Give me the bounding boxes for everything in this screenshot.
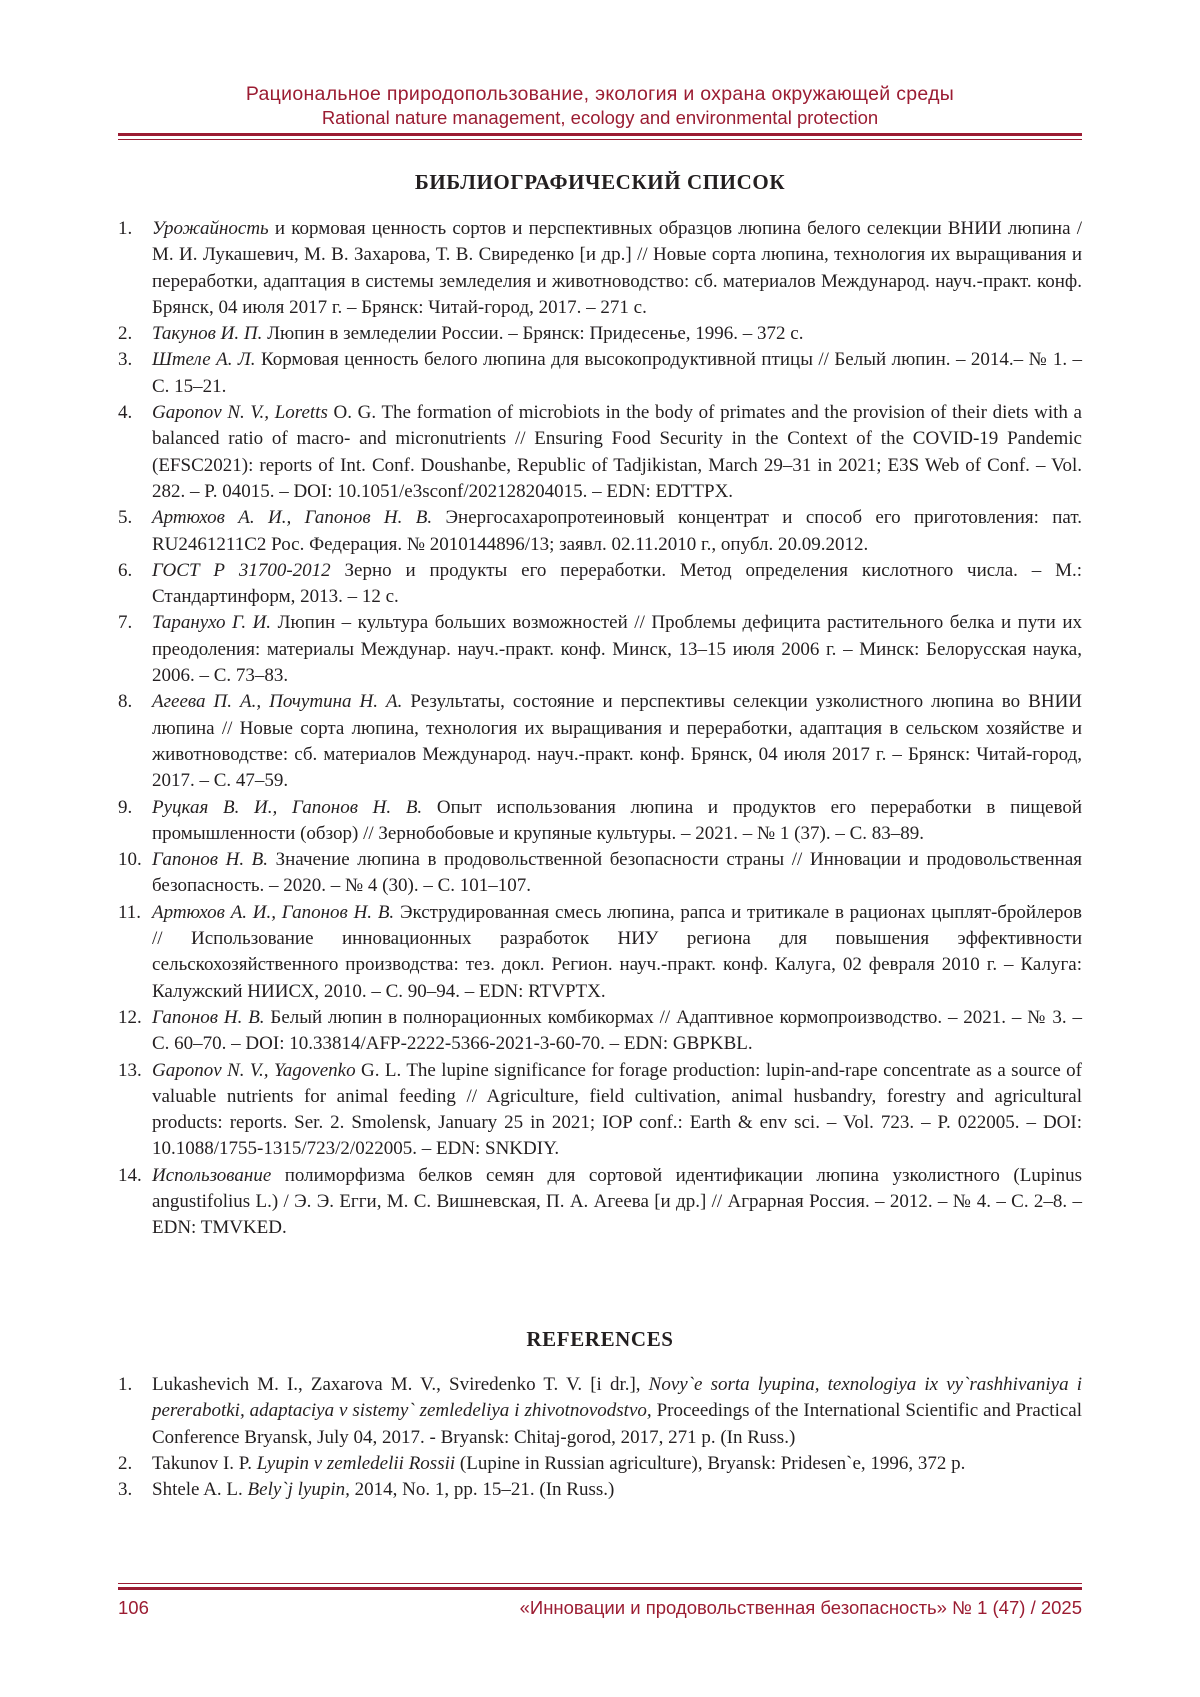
item-number: 7. <box>118 612 133 634</box>
bibliography-item <box>118 689 1082 794</box>
item-number: 3. <box>118 1479 133 1501</box>
bibliography-list <box>118 216 1082 1242</box>
item-author: Гапонов Н. В. <box>152 1006 265 1028</box>
reference-source: (Lupine in Russian agriculture), Bryansk: Pridesen`e, 1996, 372 p. <box>455 1452 966 1474</box>
item-number: 12. <box>118 1006 142 1028</box>
item-number: 10. <box>118 849 142 871</box>
item-number: 4. <box>118 402 133 424</box>
running-header <box>118 82 1082 130</box>
reference-authors: Shtele A. L. <box>152 1479 248 1501</box>
bibliography-item <box>118 558 1082 611</box>
item-author: Таранухо Г. И. <box>152 612 272 634</box>
reference-source: Proceedings of the International Scientific and Practical Conference Bryansk, July 04, 2017. - Bryansk: Chitaj-gorod, 2017, 271 p. (In Russ.) <box>152 1400 1082 1448</box>
item-text: Опыт использования люпина и продуктов его переработки в пищевой промышленности (обзор) // Зернобобовые и крупяные культуры. – 2021. – № 1 (37). – С. 83–89. <box>152 796 1082 844</box>
item-author: Штеле А. Л. <box>152 349 256 371</box>
item-number: 1. <box>118 1374 133 1395</box>
bibliography-item <box>118 216 1082 321</box>
item-number: 2. <box>118 1452 133 1474</box>
item-author: Gaponov N. V., Loretts <box>152 402 328 424</box>
reference-item <box>118 1477 1082 1503</box>
page-number: 106 <box>118 1597 149 1618</box>
reference-source: 2014, No. 1, pp. 15–21. (In Russ.) <box>349 1479 615 1501</box>
header-title-en: Rational nature management, ecology and environmental protection <box>321 107 879 128</box>
item-text: Кормовая ценность белого люпина для высокопродуктивной птицы // Белый люпин. – 2014.– № 1. – С. 15–21. <box>152 349 1083 397</box>
item-text: Белый люпин в полнорационных комбикормах // Адаптивное кормопроизводство. – 2021. – № 3. – С. 60–70. – DOI: 10.33814/AFP-2222-5366-2021-3-60-70. – EDN: GBPKBL. <box>152 1006 1082 1055</box>
item-number: 11. <box>118 901 142 923</box>
bibliography-item <box>118 1163 1082 1242</box>
item-text: Энергосахаропротеиновый концентрат и способ его приготовления: пат. RU2461211C2 Рос. Федерация. № 2010144896/13; заявл. 02.11.2010 г., опубл. 20.09.2012. <box>152 507 1082 555</box>
bibliography-item <box>118 900 1082 1005</box>
item-number: 9. <box>118 796 133 818</box>
reference-title: Bely`j lyupin, <box>247 1479 350 1501</box>
item-text: Люпин в земледелии России. – Брянск: Придесенье, 1996. – 372 с. <box>262 323 804 345</box>
item-text: Значение люпина в продовольственной безопасности страны // Инновации и продовольственная безопасность. – 2020. – № 4 (30). – С. 101–107. <box>152 849 1083 897</box>
item-author: Артюхов А. И., Гапонов Н. В. <box>152 901 395 923</box>
item-number: 13. <box>118 1059 142 1081</box>
item-text: и кормовая ценность сортов и перспективных образцов люпина белого селекции ВНИИ люпина / М. И. Лукашевич, М. В. Захарова, Т. В. Свиреденко [и др.] // Новые сорта люпина, технология их выращивания и переработки, адаптация в системы земледелия и животноводство: сб. материалов Международ. науч.-практ. конф. Брянск, 04 июля 2017 г. – Брянск: Читай-город, 2017. – 271 с. <box>152 218 1082 318</box>
reference-title: Lyupin v zemledelii Rossii <box>256 1452 456 1474</box>
bibliography-item <box>118 1005 1082 1058</box>
item-text: Зерно и продукты его переработки. Метод определения кислотного числа. – М.: Стандартинформ, 2013. – 12 с. <box>152 559 1082 608</box>
item-text: полиморфизма белков семян для сортовой идентификации люпина узколистного (Lupinus angustifolius L.) / Э. Э. Егги, М. С. Вишневская, П. А. Агеева [и др.] // Аграрная Россия. – 2012. – № 4. – С. 2–8. – EDN: TMVKED. <box>152 1164 1082 1239</box>
item-text: Экструдированная смесь люпина, рапса и тритикале в рационах цыплят-бройлеров // Использование инновационных разработок НИУ региона для повышения эффективности сельскохозяйственного производства: тез. докл. Регион. науч.-практ. конф. Калуга, 02 февраля 2010 г. – Калуга: Калужский НИИСХ, 2010. – С. 90–94. – EDN: RTVPTX. <box>152 901 1082 1002</box>
references-list <box>118 1372 1082 1503</box>
item-number: 3. <box>118 349 133 371</box>
item-text: O. G. The formation of microbiots in the body of primates and the provision of their diets with a balanced ratio of macro- and micronutrients // Ensuring Food Security in the Context of the COVID-19 Pandemic (EFSC2021): reports of Int. Conf. Doushanbe, Republic of Tadjikistan, March 29–31 in 2021; E3S Web of Conf. – Vol. 282. – P. 04015. – DOI: 10.1051/e3sconf/202128204015. – EDN: EDTTPX. <box>152 402 1082 502</box>
header-rule-thick <box>118 133 1082 136</box>
item-number: 8. <box>118 691 133 713</box>
item-author: Агеева П. А., Почутина Н. А. <box>152 691 403 713</box>
bibliography-item <box>118 321 1082 347</box>
item-number: 14. <box>118 1164 142 1186</box>
bibliography-item <box>118 1058 1082 1163</box>
item-author: Гапонов Н. В. <box>152 849 269 871</box>
item-number: 1. <box>118 218 133 239</box>
journal-title: «Инновации и продовольственная безопасность» № 1 (47) / 2025 <box>519 1597 1082 1618</box>
footer-rule-thick <box>118 1587 1082 1590</box>
header-title-ru: Рациональное природопользование, экология и охрана окружающей среды <box>245 83 955 105</box>
item-author: Руцкая В. И., Гапонов Н. В. <box>152 796 423 818</box>
bibliography-item <box>118 505 1082 558</box>
item-number: 5. <box>118 507 133 529</box>
references-heading: REFERENCES <box>526 1327 674 1351</box>
item-author: Использование <box>152 1164 272 1186</box>
item-text: G. L. The lupine significance for forage production: lupin-and-rape concentrate as a source of valuable nutrients for animal feeding // Agriculture, field cultivation, animal husbandry, forestry and agricultural products: reports. Ser. 2. Smolensk, January 25 in 2021; IOP conf.: Earth & env sci. – Vol. 723. – P. 022005. – DOI: 10.1088/1755-1315/723/2/022005. – EDN: SNKDIY. <box>152 1059 1082 1160</box>
item-text: Люпин – культура больших возможностей // Проблемы дефицита растительного белка и пути их преодоления: материалы Междунар. науч.-практ. конф. Минск, 13–15 июля 2006 г. – Минск: Белорусская наука, 2006. – С. 73–83. <box>152 612 1082 687</box>
reference-authors: Takunov I. P. <box>152 1452 257 1474</box>
reference-title: Novy`e sorta lyupina, texnologiya ix vy`rashhivaniya i pererabotki, adaptaciya v sistemy` zemledeliya i zhivotnovodstvo, <box>152 1374 1083 1422</box>
header-rule-thin <box>118 139 1082 140</box>
reference-authors: Lukashevich M. I., Zaxarova M. V., Sviredenko T. V. [i dr.], <box>152 1374 649 1395</box>
footer-rule-thin <box>118 1583 1082 1584</box>
bibliography-item <box>118 610 1082 689</box>
bibliography-item <box>118 400 1082 505</box>
item-author: Урожайность <box>152 218 269 239</box>
reference-item <box>118 1372 1082 1451</box>
item-author: Такунов И. П. <box>152 323 263 345</box>
bibliography-item <box>118 847 1082 900</box>
reference-item <box>118 1451 1082 1477</box>
bibliography-item <box>118 795 1082 848</box>
bibliography-item <box>118 347 1082 400</box>
item-author: Gaponov N. V., Yagovenko <box>152 1059 356 1081</box>
item-author: Артюхов А. И., Гапонов Н. В. <box>152 507 433 529</box>
item-number: 2. <box>118 323 133 345</box>
item-number: 6. <box>118 559 133 581</box>
bibliography-heading: БИБЛИОГРАФИЧЕСКИЙ СПИСОК <box>414 170 786 194</box>
item-text: Результаты, состояние и перспективы селекции узколистного люпина во ВНИИ люпина // Новые сорта люпина, технология их выращивания и переработки, адаптация в сельском хозяйстве и животноводстве: сб. материалов Международ. науч.-практ. конф. Брянск, 04 июля 2017 г. – Брянск: Читай-город, 2017. – С. 47–59. <box>152 691 1083 792</box>
item-author: ГОСТ Р 31700-2012 <box>152 559 331 581</box>
